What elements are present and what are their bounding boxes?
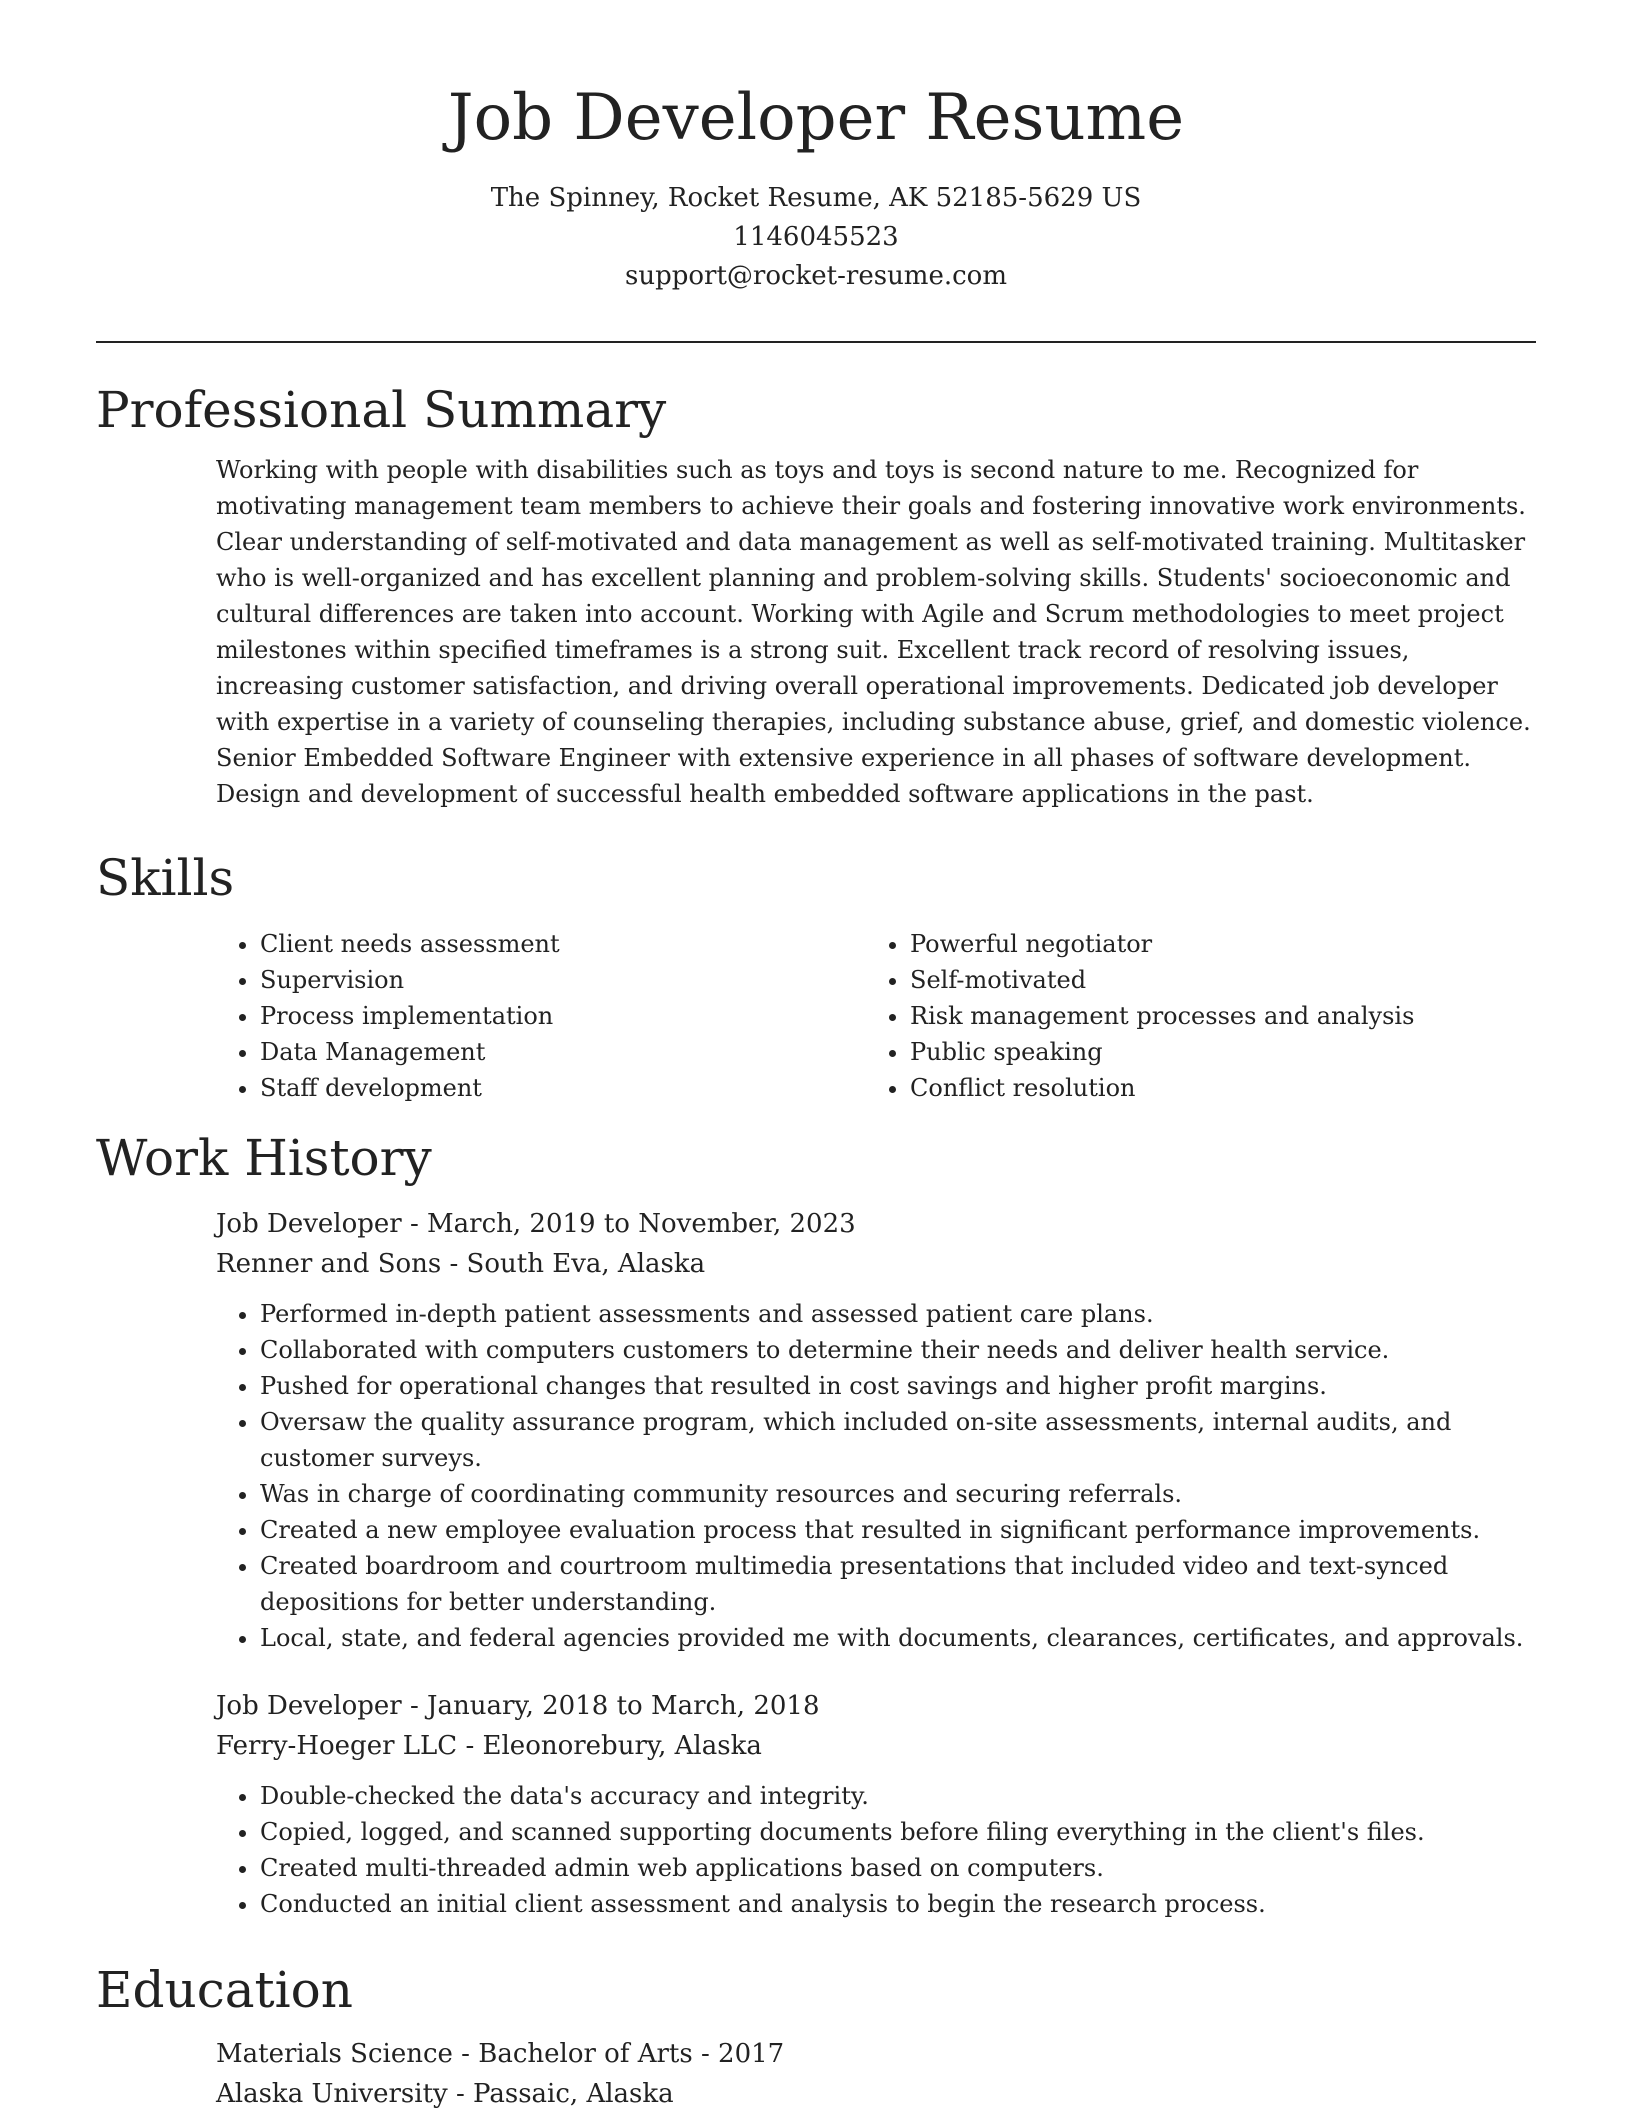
job-bullet: • Local, state, and federal agencies provided me with documents, clearances, certificates, and approvals. [260, 1620, 1536, 1656]
education-section [96, 1960, 1536, 2114]
job-title-dates: Job Developer - January, 2018 to March, 2018 [216, 1691, 820, 1721]
job-bullet: • Pushed for operational changes that resulted in cost savings and higher profit margins. [260, 1368, 1536, 1404]
education-degree: Materials Science - Bachelor of Arts - 2017 [216, 2039, 785, 2069]
job-bullet: • Performed in-depth patient assessments and assessed patient care plans. [260, 1296, 1536, 1332]
contact-address: The Spinney, Rocket Resume, AK 52185-5629 US [490, 182, 1142, 213]
job-title-dates: Job Developer - March, 2019 to November, 2023 [216, 1209, 856, 1239]
skill-item: • Powerful negotiator [910, 926, 1516, 962]
skill-item: • Conflict resolution [910, 1070, 1516, 1106]
job-bullet: • Oversaw the quality assurance program, which included on-site assessments, internal audits, and customer surveys. [260, 1404, 1536, 1476]
skill-item: • Risk management processes and analysis [910, 998, 1516, 1034]
skill-item: • Self-motivated [910, 962, 1516, 998]
summary-section [96, 380, 1536, 812]
job-entry [216, 1204, 1536, 1656]
job-bullets [216, 1778, 1536, 1922]
contact-info [0, 179, 1632, 296]
skills-body [216, 926, 1536, 1106]
header-divider [96, 341, 1536, 343]
job-bullet: • Was in charge of coordinating community resources and securing referrals. [260, 1476, 1536, 1512]
summary-body [216, 452, 1536, 812]
work-history-body [216, 1204, 1536, 1922]
job-company-location: Renner and Sons - South Eva, Alaska [216, 1249, 706, 1279]
job-bullet: • Conducted an initial client assessment and analysis to begin the research process. [260, 1886, 1536, 1922]
skills-grid [216, 926, 1536, 1106]
education-body [216, 2034, 1536, 2114]
work-history-heading: Work History [96, 1129, 432, 1187]
job-bullet: • Created multi-threaded admin web applications based on computers. [260, 1850, 1536, 1886]
job-bullet: • Created a new employee evaluation process that resulted in significant performance improvements. [260, 1512, 1536, 1548]
skill-item: • Public speaking [910, 1034, 1516, 1070]
work-history-section [96, 1128, 1536, 1922]
summary-heading: Professional Summary [96, 381, 667, 439]
skills-list-right [866, 926, 1516, 1106]
skill-item: • Client needs assessment [260, 926, 866, 962]
education-heading: Education [96, 1961, 353, 2019]
page-title: Job Developer Resume [447, 81, 1185, 155]
summary-text: Working with people with disabilities such as toys and toys is second nature to me. Recognized for motivating management team members to achieve their goals and fostering innovative work environments. Clear understanding of self-motivated and data management as well as self-motivated training. Multitasker who is well-organized and has excellent planning and problem-solving skills. Students' socioeconomic and cultural differences are taken into account. Working with Agile and Scrum methodologies to meet project milestones within specified timeframes is a strong suit. Excellent track record of resolving issues, increasing customer satisfaction, and driving overall operational improvements. Dedicated job developer with expertise in a variety of counseling therapies, including substance abuse, grief, and domestic violence. Senior Embedded Software Engineer with extensive experience in all phases of software development. Design and development of successful health embedded software applications in the past. [216, 456, 1531, 808]
skill-item: • Process implementation [260, 998, 866, 1034]
skills-section [96, 848, 1536, 1106]
job-entry [216, 1686, 1536, 1922]
job-bullet: • Collaborated with computers customers to determine their needs and deliver health service. [260, 1332, 1536, 1368]
job-bullet: • Copied, logged, and scanned supporting documents before filing everything in the client's files. [260, 1814, 1536, 1850]
contact-phone: 1146045523 [733, 221, 899, 252]
skill-item: • Supervision [260, 962, 866, 998]
resume-header [0, 0, 1632, 296]
job-bullet: • Created boardroom and courtroom multimedia presentations that included video and text-synced depositions for better understanding. [260, 1548, 1536, 1620]
skills-heading: Skills [96, 849, 235, 907]
job-company-location: Ferry-Hoeger LLC - Eleonorebury, Alaska [216, 1731, 762, 1761]
job-bullets [216, 1296, 1536, 1656]
skill-item: • Staff development [260, 1070, 866, 1106]
education-school: Alaska University - Passaic, Alaska [216, 2079, 674, 2109]
skills-list-left [216, 926, 866, 1106]
skill-item: • Data Management [260, 1034, 866, 1070]
job-bullet: • Double-checked the data's accuracy and integrity. [260, 1778, 1536, 1814]
contact-email: support@rocket-resume.com [624, 260, 1007, 291]
